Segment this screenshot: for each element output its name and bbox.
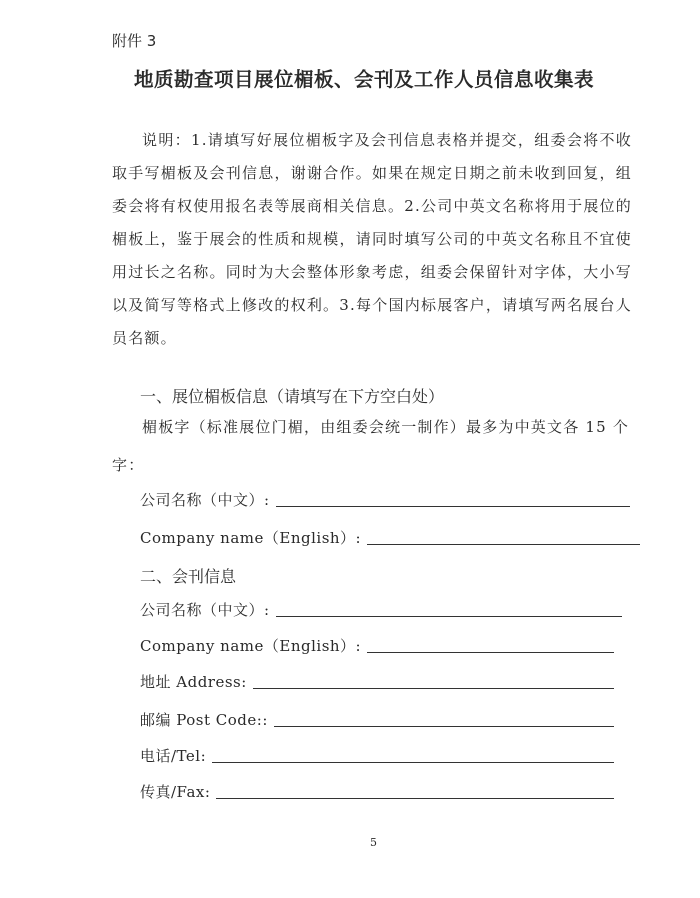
page-number: 5 (370, 836, 377, 849)
field-fax[interactable] (140, 778, 614, 802)
field-label: 电话/Tel: (140, 747, 207, 765)
field-label: 地址 Address: (140, 673, 247, 691)
field-label: 传真/Fax: (140, 783, 211, 801)
blank-line[interactable] (276, 505, 630, 507)
field-label: Company name（English）: (140, 529, 362, 547)
field-company-cn-2[interactable] (140, 596, 622, 620)
blank-line[interactable] (216, 797, 614, 799)
field-label: Company name（English）: (140, 637, 362, 655)
blank-line[interactable] (274, 725, 614, 727)
page-title: 地质勘查项目展位楣板、会刊及工作人员信息收集表 (134, 68, 595, 91)
field-address[interactable] (140, 668, 614, 692)
blank-line[interactable] (212, 761, 614, 763)
section1-heading: 一、展位楣板信息（请填写在下方空白处） (140, 387, 445, 406)
section2-heading: 二、会刊信息 (140, 567, 237, 586)
attachment-label: 附件 3 (112, 32, 157, 50)
field-label: 公司名称（中文）: (140, 491, 270, 509)
field-tel[interactable] (140, 742, 614, 766)
blank-line[interactable] (367, 543, 640, 545)
field-company-cn-1[interactable] (140, 486, 630, 510)
blank-line[interactable] (276, 615, 622, 617)
blank-line[interactable] (253, 687, 614, 689)
field-company-en-1[interactable] (140, 524, 640, 548)
blank-line[interactable] (367, 651, 614, 653)
field-label: 邮编 Post Code:: (140, 711, 268, 729)
section1-note: 楣板字（标准展位门楣，由组委会统一制作）最多为中英文各 15 个字： (112, 418, 630, 474)
field-post-code[interactable] (140, 706, 614, 730)
field-company-en-2[interactable] (140, 632, 614, 656)
instructions-paragraph: 说明：1.请填写好展位楣板字及会刊信息表格并提交，组委会将不收取手写楣板及会刊信息，谢谢合作。如果在规定日期之前未收到回复，组委会将有权使用报名表等展商相关信息。2.公司中英文名称将用于展位的楣板上，鉴于展会的性质和规模，请同时填写公司的中英文名称且不宜使用过长之名称。同时为大会整体形象考虑，组委会保留针对字体，大小写以及简写等格式上修改的权利。3.每个国内标展客户，请填写两名展台人员名额。 (112, 131, 632, 347)
field-label: 公司名称（中文）: (140, 601, 270, 619)
